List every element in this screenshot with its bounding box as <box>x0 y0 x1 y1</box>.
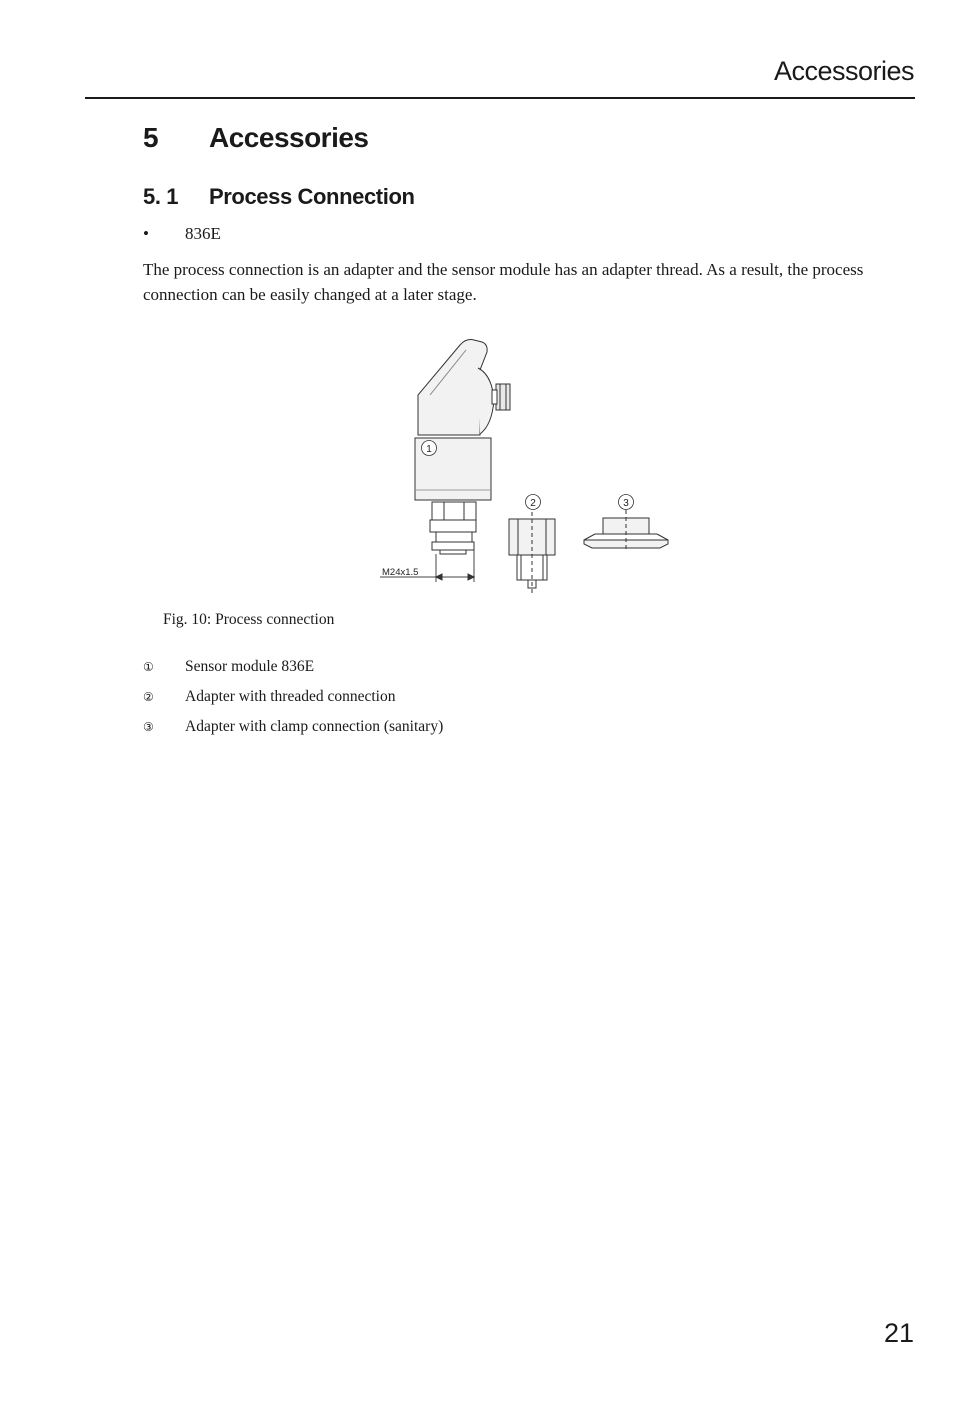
callout-2 <box>526 495 541 510</box>
sensor-module-drawing <box>380 340 510 582</box>
process-connection-figure <box>370 330 680 600</box>
legend-item <box>143 718 443 736</box>
bullet-text: 836E <box>185 224 221 243</box>
running-head: Accessories <box>773 56 914 86</box>
legend-marker: ① <box>143 660 154 674</box>
legend-marker: ③ <box>143 720 154 734</box>
legend-text: Adapter with threaded connection <box>185 688 396 705</box>
callout-1 <box>422 441 437 456</box>
callout-3 <box>619 495 634 510</box>
page-number: 21 <box>883 1318 914 1348</box>
subsection-title: Process Connection <box>209 184 415 209</box>
callout-3-label: 3 <box>623 498 629 509</box>
subsection-heading <box>143 184 415 210</box>
legend-item <box>143 688 395 706</box>
section-title: Accessories <box>209 122 369 153</box>
dimension-label: M24x1.5 <box>382 567 419 578</box>
bullet-item <box>143 224 221 244</box>
legend-item <box>143 658 314 676</box>
bullet-marker: • <box>143 224 149 243</box>
callout-2-label: 2 <box>530 498 536 509</box>
legend-marker: ② <box>143 690 154 704</box>
header-rule <box>85 97 915 99</box>
callout-1-label: 1 <box>426 444 432 455</box>
legend-text: Sensor module 836E <box>185 658 315 675</box>
body-paragraph: The process connection is an adapter and the sensor module has an adapter thread. As a result, the process connection can be easily changed at a later stage. <box>143 260 864 304</box>
section-heading <box>143 122 369 154</box>
clamp-adapter-drawing <box>584 510 668 550</box>
legend-text: Adapter with clamp connection (sanitary) <box>185 718 444 735</box>
subsection-number: 5. 1 <box>143 184 179 209</box>
section-number: 5 <box>143 122 159 153</box>
figure-caption: Fig. 10: Process connection <box>163 611 335 628</box>
threaded-adapter-drawing <box>509 498 555 595</box>
